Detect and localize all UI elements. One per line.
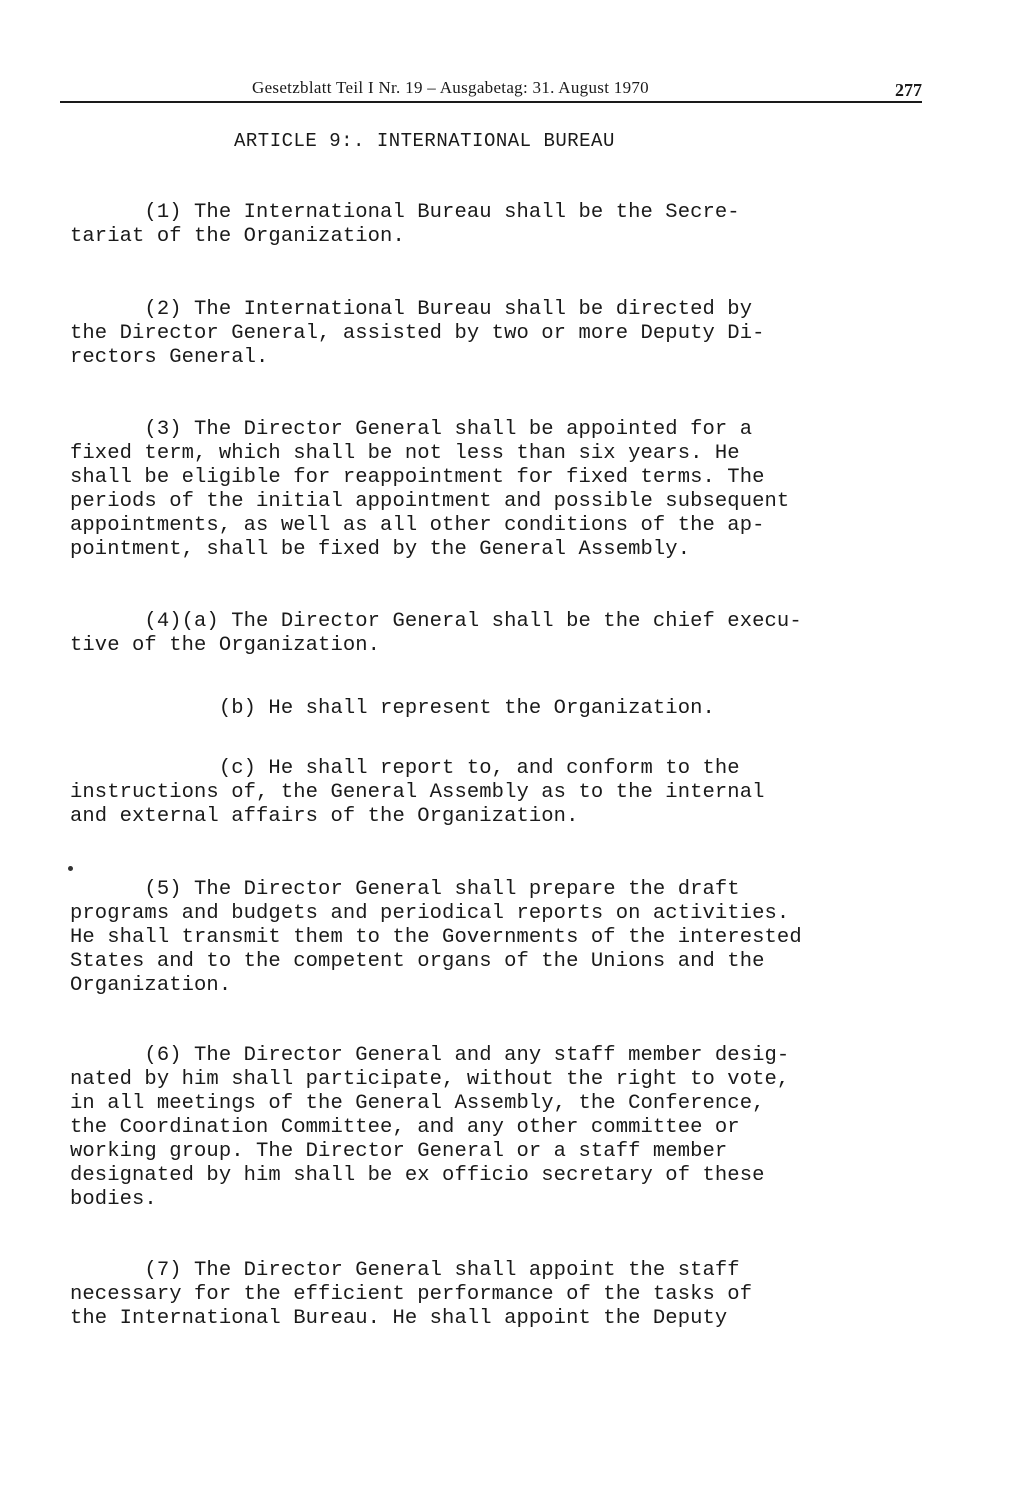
text-line: appointments, as well as all other conditions of the ap- — [70, 514, 765, 537]
paragraph-3 — [70, 418, 920, 562]
text-line: and external affairs of the Organization. — [70, 805, 579, 828]
text-line: rectors General. — [70, 346, 269, 369]
text-line: States and to the competent organs of the Unions and the — [70, 950, 765, 973]
text-line: nated by him shall participate, without the right to vote, — [70, 1068, 790, 1091]
text-line: tive of the Organization. — [70, 634, 381, 657]
page-number: 277 — [895, 80, 922, 100]
paragraph-5 — [70, 878, 920, 998]
paragraph-1 — [70, 201, 920, 249]
header-divider — [60, 101, 922, 103]
text-line: bodies. — [70, 1188, 157, 1211]
article-heading: ARTICLE 9:. INTERNATIONAL BUREAU — [234, 130, 615, 152]
text-line: (3) The Director General shall be appointed for a — [70, 418, 753, 441]
paragraph-4b — [70, 697, 920, 721]
text-line: (7) The Director General shall appoint the staff — [70, 1259, 740, 1282]
text-line: designated by him shall be ex officio secretary of these — [70, 1164, 765, 1187]
paragraph-2 — [70, 298, 920, 370]
paragraph-4c — [70, 757, 920, 829]
text-line: in all meetings of the General Assembly, the Conference, — [70, 1092, 765, 1115]
scan-speck — [68, 866, 73, 871]
text-line: the International Bureau. He shall appoint the Deputy — [70, 1307, 728, 1330]
text-line: the Director General, assisted by two or more Deputy Di- — [70, 322, 765, 345]
text-line: (b) He shall represent the Organization. — [70, 697, 715, 720]
text-line: He shall transmit them to the Governments of the interested — [70, 926, 802, 949]
text-line: Organization. — [70, 974, 232, 997]
text-line: working group. The Director General or a staff member — [70, 1140, 728, 1163]
text-line: programs and budgets and periodical reports on activities. — [70, 902, 790, 925]
paragraph-6 — [70, 1044, 920, 1212]
text-line: (c) He shall report to, and conform to the — [70, 757, 740, 780]
text-line: shall be eligible for reappointment for fixed terms. The — [70, 466, 765, 489]
text-line: (6) The Director General and any staff member desig- — [70, 1044, 790, 1067]
gazette-header-title: Gesetzblatt Teil I Nr. 19 – Ausgabetag: 31. August 1970 — [252, 78, 649, 97]
text-line: (5) The Director General shall prepare the draft — [70, 878, 740, 901]
text-line: (4)(a) The Director General shall be the chief execu- — [70, 610, 802, 633]
text-line: fixed term, which shall be not less than six years. He — [70, 442, 740, 465]
text-line: instructions of, the General Assembly as to the internal — [70, 781, 765, 804]
text-line: periods of the initial appointment and possible subsequent — [70, 490, 790, 513]
text-line: tariat of the Organization. — [70, 225, 405, 248]
text-line: (1) The International Bureau shall be the Secre- — [70, 201, 740, 224]
text-line: the Coordination Committee, and any other committee or — [70, 1116, 740, 1139]
text-line: necessary for the efficient performance of the tasks of — [70, 1283, 753, 1306]
paragraph-4a — [70, 610, 920, 658]
paragraph-7 — [70, 1259, 920, 1331]
text-line: (2) The International Bureau shall be directed by — [70, 298, 753, 321]
text-line: pointment, shall be fixed by the General Assembly. — [70, 538, 691, 561]
